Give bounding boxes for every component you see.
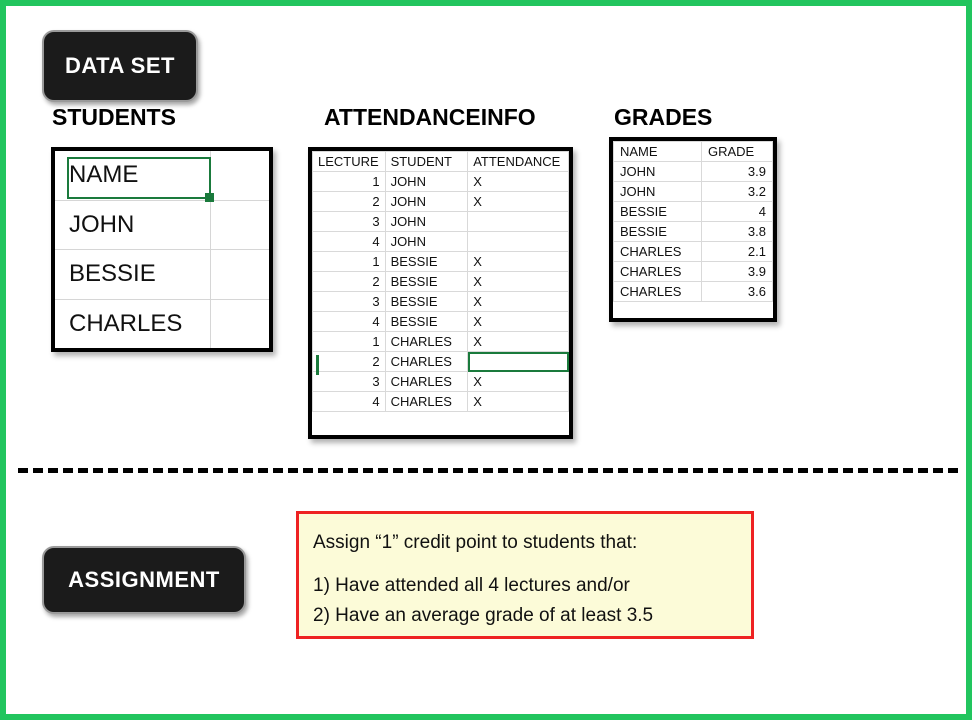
cell-lecture: 1 bbox=[313, 332, 386, 352]
attendanceinfo-heading: ATTENDANCEINFO bbox=[324, 104, 536, 130]
cell-student: JOHN bbox=[385, 232, 468, 252]
table-row bbox=[313, 272, 569, 292]
cell-attendance: X bbox=[468, 392, 569, 412]
students-heading: STUDENTS bbox=[52, 104, 176, 130]
cell-lecture: 2 bbox=[313, 272, 386, 292]
assignment-rule-1: 1) Have attended all 4 lectures and/or bbox=[313, 575, 630, 597]
cell-student: JOHN bbox=[385, 172, 468, 192]
cell-grade: 3.8 bbox=[702, 222, 773, 242]
students-column-divider bbox=[210, 151, 211, 348]
cell-lecture: 1 bbox=[313, 252, 386, 272]
cell-lecture: 4 bbox=[313, 232, 386, 252]
cell-lecture: 4 bbox=[313, 312, 386, 332]
table-row bbox=[614, 182, 773, 202]
assignment-section-label bbox=[42, 546, 246, 614]
grades-grid bbox=[613, 141, 773, 302]
cell-name: JOHN bbox=[614, 182, 702, 202]
cell-name: BESSIE bbox=[614, 202, 702, 222]
table-row bbox=[313, 192, 569, 212]
section-divider bbox=[18, 468, 958, 473]
grades-header-row bbox=[614, 142, 773, 162]
cell-student: BESSIE bbox=[385, 312, 468, 332]
attendanceinfo-grid bbox=[312, 151, 569, 412]
table-row bbox=[614, 262, 773, 282]
cell-lecture: 2 bbox=[313, 192, 386, 212]
cell-attendance: X bbox=[468, 192, 569, 212]
students-cell-name: BESSIE bbox=[69, 260, 156, 288]
cell-lecture: 3 bbox=[313, 292, 386, 312]
assignment-section-label-text: ASSIGNMENT bbox=[68, 567, 220, 592]
cell-name: JOHN bbox=[614, 162, 702, 182]
cell-grade: 4 bbox=[702, 202, 773, 222]
cell-attendance: X bbox=[468, 312, 569, 332]
students-table-row bbox=[55, 300, 269, 349]
students-table-row bbox=[55, 151, 269, 201]
table-row bbox=[313, 332, 569, 352]
cell-name: CHARLES bbox=[614, 282, 702, 302]
table-row bbox=[313, 312, 569, 332]
table-row bbox=[614, 162, 773, 182]
table-row bbox=[614, 222, 773, 242]
students-cell-name: CHARLES bbox=[69, 309, 183, 337]
cell-student: BESSIE bbox=[385, 252, 468, 272]
assignment-spacer bbox=[313, 557, 737, 571]
table-row bbox=[313, 372, 569, 392]
cell-lecture: 3 bbox=[313, 212, 386, 232]
cell-attendance: X bbox=[468, 172, 569, 192]
cell-student: CHARLES bbox=[385, 392, 468, 412]
table-row bbox=[313, 232, 569, 252]
cell-name: CHARLES bbox=[614, 262, 702, 282]
students-cell-name: JOHN bbox=[69, 210, 135, 238]
cell-student: JOHN bbox=[385, 192, 468, 212]
cell-grade: 3.2 bbox=[702, 182, 773, 202]
grades-header-name: NAME bbox=[614, 142, 702, 162]
table-row bbox=[313, 212, 569, 232]
students-table-row bbox=[55, 201, 269, 251]
students-cell-name: NAME bbox=[69, 161, 139, 189]
table-row bbox=[313, 172, 569, 192]
row-selection-marker bbox=[316, 355, 319, 375]
cell-lecture: 2 bbox=[313, 352, 386, 372]
cell-lecture: 1 bbox=[313, 172, 386, 192]
assignment-rule-2: 2) Have an average grade of at least 3.5 bbox=[313, 604, 654, 626]
grades-heading: GRADES bbox=[614, 104, 713, 130]
students-table-row bbox=[55, 250, 269, 300]
cell-student: BESSIE bbox=[385, 272, 468, 292]
cell-grade: 3.9 bbox=[702, 262, 773, 282]
table-row bbox=[614, 282, 773, 302]
cell-student: JOHN bbox=[385, 212, 468, 232]
assignment-note bbox=[296, 511, 754, 639]
table-row bbox=[614, 242, 773, 262]
table-row bbox=[313, 352, 569, 372]
attendanceinfo-header-student: STUDENT bbox=[385, 152, 468, 172]
cell-attendance: X bbox=[468, 272, 569, 292]
attendanceinfo-header-attendance: ATTENDANCE bbox=[468, 152, 569, 172]
grades-table bbox=[609, 137, 777, 322]
cell-grade: 3.9 bbox=[702, 162, 773, 182]
cell-attendance-selected[interactable] bbox=[468, 352, 569, 372]
cell-lecture: 4 bbox=[313, 392, 386, 412]
table-row bbox=[313, 292, 569, 312]
cell-attendance bbox=[468, 232, 569, 252]
attendanceinfo-table bbox=[308, 147, 573, 439]
dataset-section-label bbox=[42, 30, 198, 102]
cell-student: CHARLES bbox=[385, 352, 468, 372]
table-row bbox=[313, 252, 569, 272]
cell-attendance bbox=[468, 212, 569, 232]
cell-attendance: X bbox=[468, 292, 569, 312]
dataset-section-label-text: DATA SET bbox=[65, 53, 175, 78]
table-row bbox=[614, 202, 773, 222]
attendanceinfo-header-lecture: LECTURE bbox=[313, 152, 386, 172]
cell-attendance: X bbox=[468, 252, 569, 272]
cell-student: CHARLES bbox=[385, 332, 468, 352]
students-table bbox=[51, 147, 273, 352]
cell-student: CHARLES bbox=[385, 372, 468, 392]
table-row bbox=[313, 392, 569, 412]
grades-header-grade: GRADE bbox=[702, 142, 773, 162]
cell-grade: 2.1 bbox=[702, 242, 773, 262]
cell-name: CHARLES bbox=[614, 242, 702, 262]
cell-grade: 3.6 bbox=[702, 282, 773, 302]
cell-lecture: 3 bbox=[313, 372, 386, 392]
assignment-intro: Assign “1” credit point to students that: bbox=[313, 532, 638, 553]
cell-attendance: X bbox=[468, 372, 569, 392]
cell-student: BESSIE bbox=[385, 292, 468, 312]
attendanceinfo-header-row bbox=[313, 152, 569, 172]
cell-name: BESSIE bbox=[614, 222, 702, 242]
cell-attendance: X bbox=[468, 332, 569, 352]
